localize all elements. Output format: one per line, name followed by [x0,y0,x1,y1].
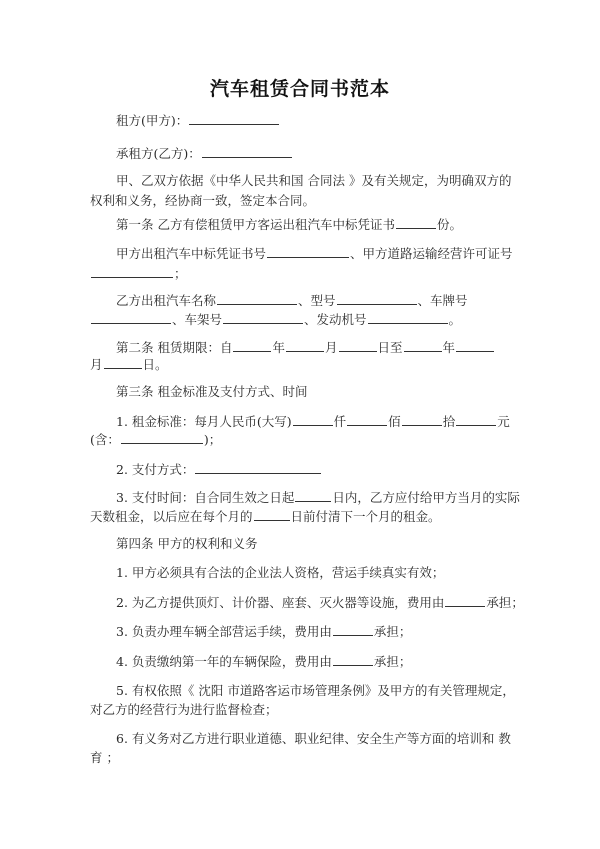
article4-item1: 1. 甲方必须具有合法的企业法人资格，营运手续真实有效； [116,565,445,580]
article3-item3-cont: 天数租金，以后应在每个月的 日前付清下一个月的租金。 [90,509,441,524]
article4-item5-line1: 5. 有权依照《 沈阳 市道路客运市场管理条例》及甲方的有关管理规定， [116,683,515,698]
rent-yuan-blank[interactable] [456,413,496,426]
payment-day-of-month-blank[interactable] [254,508,290,521]
article4-item5-line2: 对乙方的经营行为进行监督检查； [90,702,278,717]
preamble-line2: 权利和义务，经协商一致，签定本合同。 [90,193,316,208]
article1-p1: 第一条 乙方有偿租赁甲方客运出租汽车中标凭证书 份。 [116,217,462,232]
article4-item6-line1: 6. 有义务对乙方进行职业道德、职业纪律、安全生产等方面的培训和 教 [116,731,511,746]
article1-p2-cont: ； [90,265,187,282]
article4-item2: 2. 为乙方提供顶灯、计价器、座套、灭火器等设施，费用由 承担； [116,595,524,610]
end-year-blank[interactable] [404,339,442,352]
rent-qian-blank[interactable] [293,413,333,426]
party-b-line: 承租方(乙方)： [116,145,293,162]
payment-days-blank[interactable] [295,489,331,502]
end-day-blank[interactable] [104,356,142,369]
start-month-blank[interactable] [286,339,324,352]
party-a-line: 租方(甲方)： [116,112,280,129]
article1-p2: 甲方出租汽车中标凭证书号 、甲方道路运输经营许可证号 [116,246,513,261]
procedures-payer-blank[interactable] [333,623,373,636]
article3-item3: 3. 支付时间：自合同生效之日起 日内，乙方应付给甲方当月的实际 [116,490,520,505]
article2: 第二条 租赁期限：自 年 月 日至 年 [116,339,495,356]
document-title: 汽车租赁合同书范本 [209,78,390,100]
start-year-blank[interactable] [233,339,271,352]
article1-p3: 乙方出租汽车名称 、型号 、车牌号 [116,293,468,308]
article4-item3: 3. 负责办理车辆全部营运手续，费用由 承担； [116,624,412,639]
article3-item1-cont: (含： )； [90,432,222,447]
party-b-blank[interactable] [202,145,292,158]
license-number-blank[interactable] [91,265,173,278]
article4-item6-line2: 育 ； [90,750,119,765]
rent-shi-blank[interactable] [402,413,442,426]
insurance-payer-blank[interactable] [333,653,373,666]
preamble-line1: 甲、乙双方依据《中华人民共和国 合同法 》及有关规定，为明确双方的 [116,173,512,188]
article4-heading: 第四条 甲方的权利和义务 [116,536,258,551]
article3-heading: 第三条 租金标准及支付方式、时间 [116,384,308,399]
end-month-blank-a[interactable] [456,339,494,352]
engine-number-blank[interactable] [368,311,448,324]
start-day-blank[interactable] [339,339,377,352]
rent-included-blank[interactable] [121,431,203,444]
rent-bai-blank[interactable] [347,413,387,426]
article2-cont: 月 日。 [90,357,168,372]
party-a-blank[interactable] [189,112,279,125]
frame-number-blank[interactable] [223,311,303,324]
article3-item2: 2. 支付方式： [116,461,322,478]
payment-method-blank[interactable] [195,461,321,474]
plate-number-blank[interactable] [91,311,171,324]
article1-p3-cont: 、车架号 、发动机号 。 [90,311,461,328]
facilities-payer-blank[interactable] [445,594,485,607]
car-name-blank[interactable] [217,292,297,305]
certificate-count-blank[interactable] [396,216,436,229]
article3-item1: 1. 租金标准：每月人民币(大写) 仟 佰 拾 元 [116,414,510,429]
certificate-number-blank[interactable] [267,245,349,258]
article4-item4: 4. 负责缴纳第一年的车辆保险，费用由 承担； [116,654,412,669]
car-model-blank[interactable] [337,292,417,305]
